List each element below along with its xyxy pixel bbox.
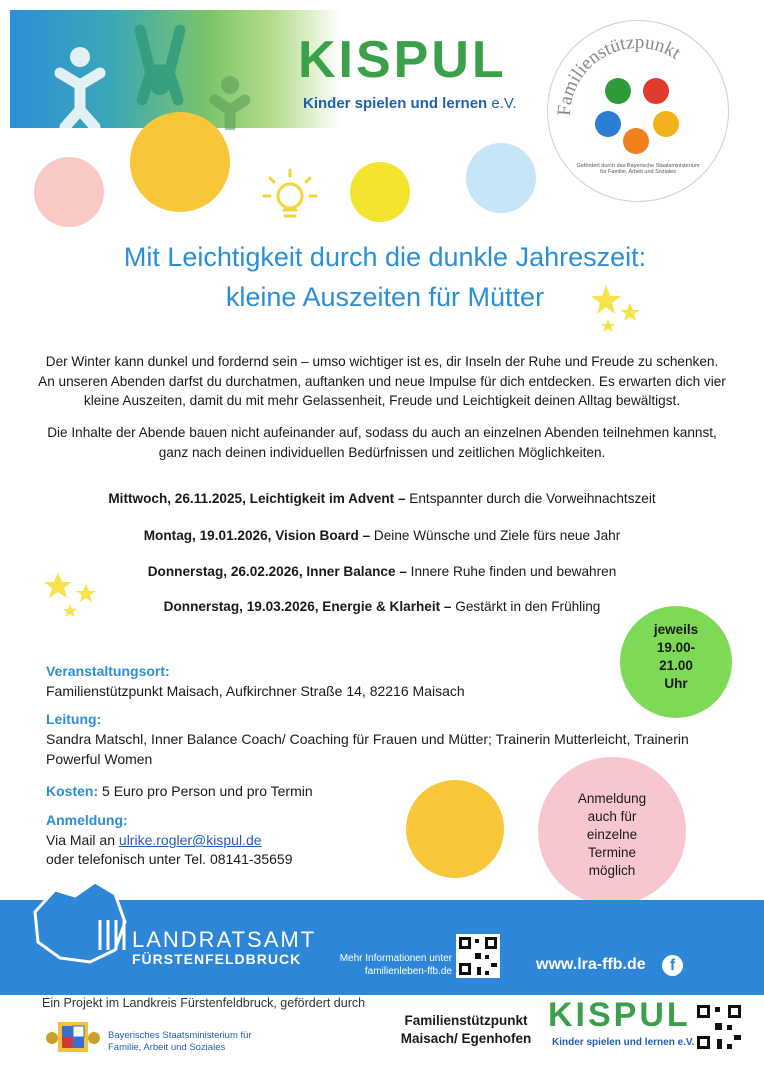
time-bubble-line: Uhr <box>664 676 688 691</box>
lra-title: LANDRATSAMT <box>132 927 317 952</box>
deco-circle-orange-lower <box>406 780 504 878</box>
star-icon <box>588 283 644 339</box>
event-desc: Gestärkt in den Frühling <box>451 599 601 614</box>
event-title: Montag, 19.01.2026, Vision Board – <box>143 528 371 543</box>
registration-mail-prefix: Via Mail an <box>46 832 119 848</box>
registration-bubble <box>538 757 686 905</box>
familienstuetzpunkt-badge <box>547 20 729 202</box>
lead-value: Sandra Matschl, Inner Balance Coach/ Coaching für Frauen und Mütter; Trainerin Mutterleicht, Trainerin Powerful Women <box>46 731 689 767</box>
registration-label: Anmeldung: <box>46 812 128 828</box>
children-figures-icon <box>30 15 260 130</box>
intro-paragraph-1: Der Winter kann dunkel und fordernd sein – umso wichtiger ist es, dir Inseln der Ruhe und Freude zu schenken. An unseren Abenden darfst du durchatmen, auftanken und neue Impulse für dich entdecken. Es erwarten dich vier kleine Auszeiten, damit du mit mehr Gelassenheit, Freude und Leichtigkeit deinen Alltag bewältigst. <box>38 354 726 408</box>
event-desc: Entspannter durch die Vorweihnachtszeit <box>405 491 656 506</box>
kispul-tagline-footer: Kinder spielen und lernen e.V. <box>552 1037 695 1048</box>
email-link[interactable]: ulrike.rogler@kispul.de <box>118 832 262 848</box>
qr-code-icon[interactable] <box>456 934 500 978</box>
more-info <box>330 952 452 978</box>
badge-subtitle: Gefördert durch das Bayerische Staatsministerium für Familie, Arbeit und Soziales <box>576 163 700 175</box>
fsp-line: Maisach/ Egenhofen <box>400 1031 532 1046</box>
headline-line1: Mit Leichtigkeit durch die dunkle Jahreszeit: <box>123 242 647 272</box>
deco-circle-orange <box>130 112 230 212</box>
more-info-url: familienleben-ffb.de <box>364 966 452 977</box>
reg-bubble-line: auch für <box>587 809 637 824</box>
fsp-name <box>386 1012 546 1048</box>
deco-circle-lightblue <box>466 143 536 213</box>
cost-label: Kosten: <box>46 783 99 799</box>
lra-subtitle: FÜRSTENFELDBRUCK <box>132 951 302 967</box>
lightbulb-icon <box>262 166 318 228</box>
event-item-3 <box>0 564 764 579</box>
ministry-line: Bayerisches Staatsministerium für <box>108 1030 252 1041</box>
intro-paragraph-2: Die Inhalte der Abende bauen nicht aufeinander auf, sodass du auch an einzelnen Abenden teilnehmen kannst, ganz nach deinen individuellen Bedürfnissen und zeitlichen Möglichkeiten. <box>47 425 717 460</box>
coat-of-arms-icon <box>44 1018 102 1056</box>
fsp-line: Familienstützpunkt <box>404 1013 528 1028</box>
ministry-line: Familie, Arbeit und Soziales <box>108 1042 226 1053</box>
time-bubble <box>620 606 732 718</box>
event-title: Mittwoch, 26.11.2025, Leichtigkeit im Advent – <box>108 491 406 506</box>
project-line: Ein Projekt im Landkreis Fürstenfeldbruck, gefördert durch <box>42 996 366 1010</box>
kispul-logo: KISPUL <box>298 31 507 89</box>
county-map-icon <box>20 872 140 972</box>
event-desc: Innere Ruhe finden und bewahren <box>406 564 617 579</box>
more-info-line: Mehr Informationen unter <box>339 953 452 964</box>
event-item-2 <box>0 528 764 543</box>
deco-circle-pink <box>34 157 104 227</box>
website-link[interactable]: www.lra-ffb.de <box>536 956 646 973</box>
handprint-icon <box>595 78 679 154</box>
event-title: Donnerstag, 26.02.2026, Inner Balance – <box>147 564 407 579</box>
star-icon <box>42 570 102 626</box>
event-item-1 <box>0 491 764 506</box>
facebook-icon[interactable]: f <box>662 955 683 976</box>
venue-label: Veranstaltungsort: <box>46 663 170 679</box>
time-bubble-line: 19.00- <box>656 640 696 655</box>
deco-circle-yellow <box>350 162 410 222</box>
qr-code-icon[interactable] <box>694 1002 744 1052</box>
registration-mail-row <box>46 830 262 850</box>
reg-bubble-line: Anmeldung <box>577 791 647 806</box>
kispul-logo-footer: KISPUL <box>548 996 691 1034</box>
time-bubble-line: 21.00 <box>659 658 693 673</box>
cost-row <box>46 781 313 801</box>
venue-value: Familienstützpunkt Maisach, Aufkirchner Straße 14, 82216 Maisach <box>46 683 465 699</box>
event-title: Donnerstag, 19.03.2026, Energie & Klarheit – <box>163 599 452 614</box>
lead-label: Leitung: <box>46 711 102 727</box>
headline-line2: kleine Auszeiten für Mütter <box>225 282 545 312</box>
registration-phone: oder telefonisch unter Tel. 08141-35659 <box>46 851 293 867</box>
time-bubble-line: jeweils <box>653 622 699 637</box>
badge-title-arc: Familienstützpunkt <box>553 31 685 117</box>
ministry-name <box>108 1030 252 1054</box>
cost-value: 5 Euro pro Person und pro Termin <box>98 783 313 799</box>
reg-bubble-line: einzelne <box>586 827 638 842</box>
event-desc: Deine Wünsche und Ziele fürs neue Jahr <box>370 528 621 543</box>
kispul-tagline: Kinder spielen und lernen e.V. <box>303 95 517 112</box>
reg-bubble-line: möglich <box>588 863 636 878</box>
reg-bubble-line: Termine <box>587 845 636 860</box>
